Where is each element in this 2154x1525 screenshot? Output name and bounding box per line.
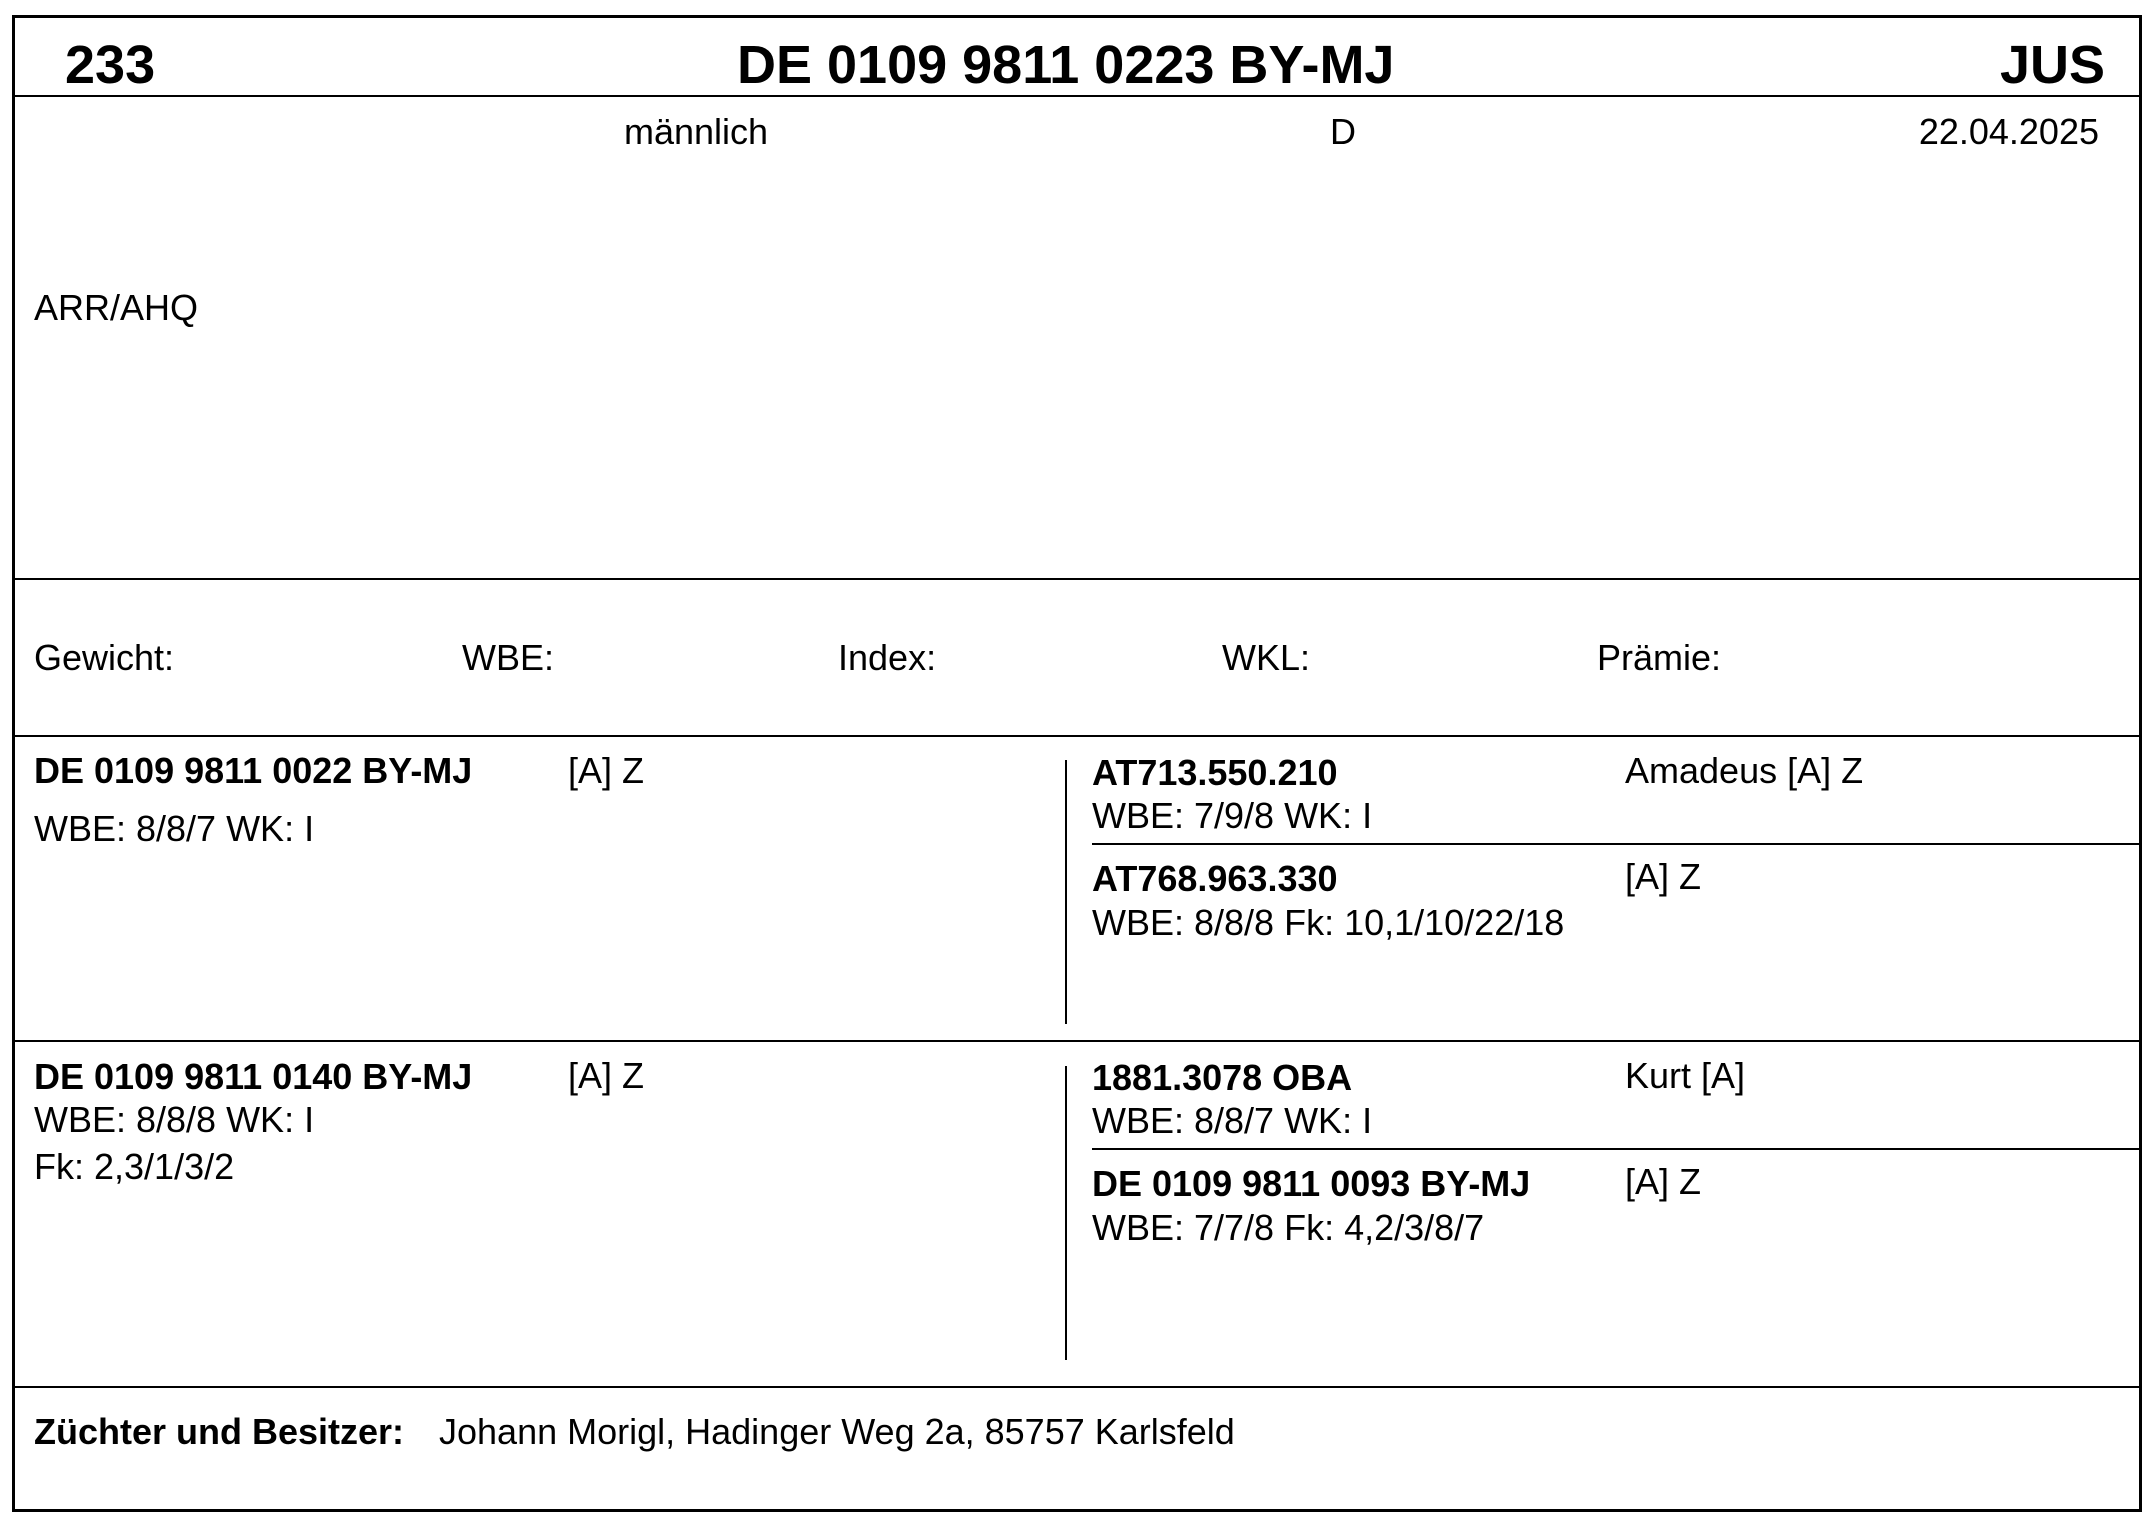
genotype: ARR/AHQ bbox=[34, 287, 199, 328]
dam-father-wbe: WBE: 8/8/7 WK: I bbox=[1092, 1100, 1373, 1141]
sire-dam-divider bbox=[15, 1040, 2139, 1042]
dam-mother-wbe: WBE: 7/7/8 Fk: 4,2/3/8/7 bbox=[1092, 1207, 1485, 1248]
ear-tag-title: DE 0109 9811 0223 BY-MJ bbox=[737, 35, 1395, 95]
dam-mother-flags: [A] Z bbox=[1625, 1161, 1702, 1202]
sex: männlich bbox=[624, 111, 769, 152]
sire-parents-divider bbox=[1092, 843, 2142, 845]
breed-code: JUS bbox=[1999, 35, 2105, 95]
dam-mother-id: DE 0109 9811 0093 BY-MJ bbox=[1092, 1163, 1531, 1204]
sire-mother-id: AT768.963.330 bbox=[1092, 858, 1338, 899]
measures-divider bbox=[15, 735, 2139, 737]
country: D bbox=[1330, 111, 1356, 152]
pedigree-card bbox=[12, 15, 2142, 1512]
sire-mother-wbe: WBE: 8/8/8 Fk: 10,1/10/22/18 bbox=[1092, 902, 1565, 943]
sire-vertical-divider bbox=[1065, 760, 1067, 1024]
dam-flags: [A] Z bbox=[568, 1055, 645, 1096]
bonus-label: Prämie: bbox=[1597, 637, 1722, 678]
sire-mother-flags: [A] Z bbox=[1625, 856, 1702, 897]
catalog-number: 233 bbox=[65, 35, 156, 95]
dam-parents-divider bbox=[1092, 1148, 2142, 1150]
sire-id: DE 0109 9811 0022 BY-MJ bbox=[34, 750, 473, 791]
header-divider bbox=[15, 95, 2139, 97]
wbe-label: WBE: bbox=[462, 637, 555, 678]
index-label: Index: bbox=[838, 637, 937, 678]
sire-wbe: WBE: 8/8/7 WK: I bbox=[34, 808, 315, 849]
sire-father-id: AT713.550.210 bbox=[1092, 752, 1338, 793]
info-divider bbox=[15, 578, 2139, 580]
sire-father-wbe: WBE: 7/9/8 WK: I bbox=[1092, 795, 1373, 836]
weight-label: Gewicht: bbox=[34, 637, 175, 678]
dam-wbe: WBE: 8/8/8 WK: I bbox=[34, 1099, 315, 1140]
dam-fk: Fk: 2,3/1/3/2 bbox=[34, 1146, 235, 1187]
dam-vertical-divider bbox=[1065, 1066, 1067, 1360]
dam-father-id: 1881.3078 OBA bbox=[1092, 1057, 1353, 1098]
wkl-label: WKL: bbox=[1222, 637, 1311, 678]
breeder-owner-label: Züchter und Besitzer: bbox=[34, 1411, 405, 1452]
footer-divider bbox=[15, 1386, 2139, 1388]
sire-flags: [A] Z bbox=[568, 750, 645, 791]
dam-father-name: Kurt [A] bbox=[1625, 1055, 1746, 1096]
sire-father-name: Amadeus [A] Z bbox=[1625, 750, 1864, 791]
dam-id: DE 0109 9811 0140 BY-MJ bbox=[34, 1056, 473, 1097]
birth-date: 22.04.2025 bbox=[1918, 111, 2099, 152]
breeder-owner-value: Johann Morigl, Hadinger Weg 2a, 85757 Karlsfeld bbox=[439, 1411, 1235, 1452]
